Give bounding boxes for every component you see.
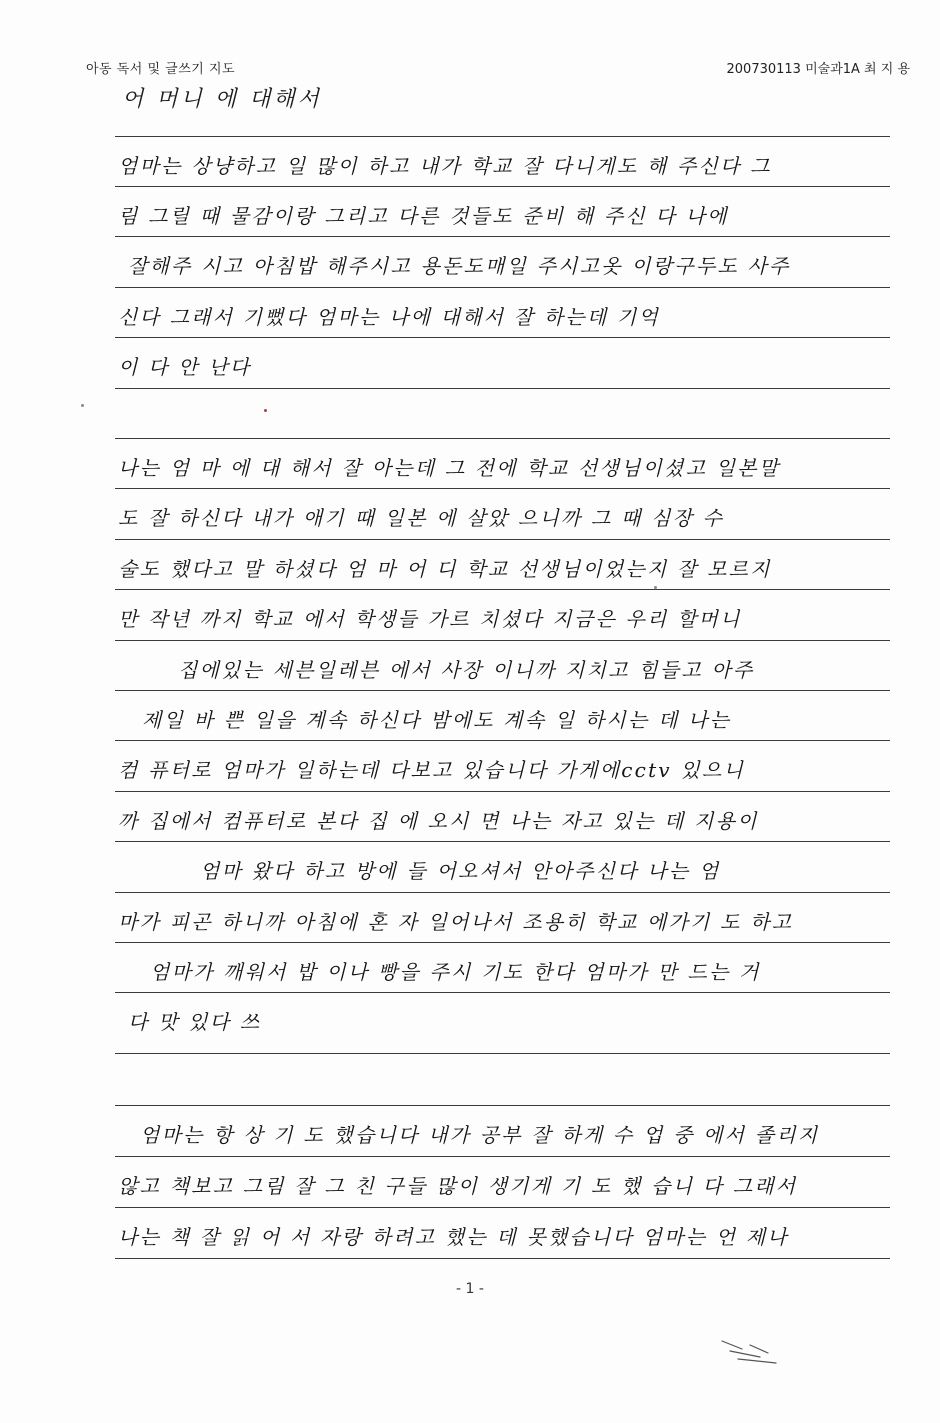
handwritten-line: 다 맛 있다 쓰 (128, 1010, 262, 1034)
course-title: 아동 독서 및 글쓰기 지도 (86, 62, 236, 77)
ruled-line (115, 1105, 890, 1106)
scan-speck (654, 586, 657, 589)
handwritten-line: 신다 그래서 기뻤다 엄마는 나에 대해서 잘 하는데 기억 (118, 305, 660, 329)
handwritten-line: 엄마가 깨워서 밥 이나 빵을 주시 기도 한다 엄마가 만 드는 거 (150, 960, 761, 984)
handwritten-line: 까 집에서 컴퓨터로 본다 집 에 오시 면 나는 자고 있는 데 지용이 (118, 809, 759, 833)
scan-speck (81, 404, 84, 407)
handwritten-line: 제일 바 쁜 일을 계속 하신다 밤에도 계속 일 하시는 데 나는 (142, 708, 732, 732)
handwritten-line: 나는 책 잘 읽 어 서 자랑 하려고 했는 데 못했습니다 엄마는 언 제나 (118, 1225, 789, 1249)
ruled-line (115, 1053, 890, 1054)
handwritten-line: 이 다 안 난다 (118, 355, 252, 379)
handwritten-line: 집에있는 세븐일레븐 에서 사장 이니까 지치고 힘들고 아주 (178, 658, 755, 682)
handwritten-line: 않고 책보고 그림 잘 그 친 구들 많이 생기게 기 도 했 습니 다 그래서 (118, 1174, 798, 1198)
scan-speck (264, 409, 267, 412)
handwritten-line: 도 잘 하신다 내가 애기 때 일본 에 살았 으니까 그 때 심장 수 (118, 506, 725, 530)
handwritten-line: 엄마는 상냥하고 일 많이 하고 내가 학교 잘 다니게도 해 주신다 그 (118, 154, 772, 178)
handwritten-line: 나는 엄 마 에 대 해서 잘 아는데 그 전에 학교 선생님이셨고 일본말 (118, 456, 781, 480)
page-number: - 1 - (456, 1281, 484, 1297)
student-info: 200730113 미술과1A 최 지 용 (726, 62, 910, 77)
ruled-line (115, 136, 890, 137)
handwritten-line: 엄마는 항 상 기 도 했습니다 내가 공부 잘 하게 수 업 중 에서 졸리지 (140, 1123, 820, 1147)
handwritten-line: 엄마 왔다 하고 방에 들 어오셔서 안아주신다 나는 엄 (200, 859, 721, 883)
handwritten-line: 잘해주 시고 아침밥 해주시고 용돈도매일 주시고옷 이랑구두도 사주 (128, 254, 791, 278)
handwritten-line: 만 작년 까지 학교 에서 학생들 가르 치셨다 지금은 우리 할머니 (118, 607, 742, 631)
pen-scribble (720, 1335, 780, 1365)
essay-title: 어 머니 에 대해서 (122, 87, 322, 112)
handwritten-line: 컴 퓨터로 엄마가 일하는데 다보고 있습니다 가게에cctv 있으니 (118, 758, 745, 782)
ruled-line (115, 438, 890, 439)
handwritten-line: 마가 피곤 하니까 아침에 혼 자 일어나서 조용히 학교 에가기 도 하고 (118, 910, 794, 934)
handwritten-line: 술도 했다고 말 하셨다 엄 마 어 디 학교 선생님이었는지 잘 모르지 (118, 557, 772, 581)
handwritten-line: 림 그릴 때 물감이랑 그리고 다른 것들도 준비 해 주신 다 나에 (118, 204, 729, 228)
